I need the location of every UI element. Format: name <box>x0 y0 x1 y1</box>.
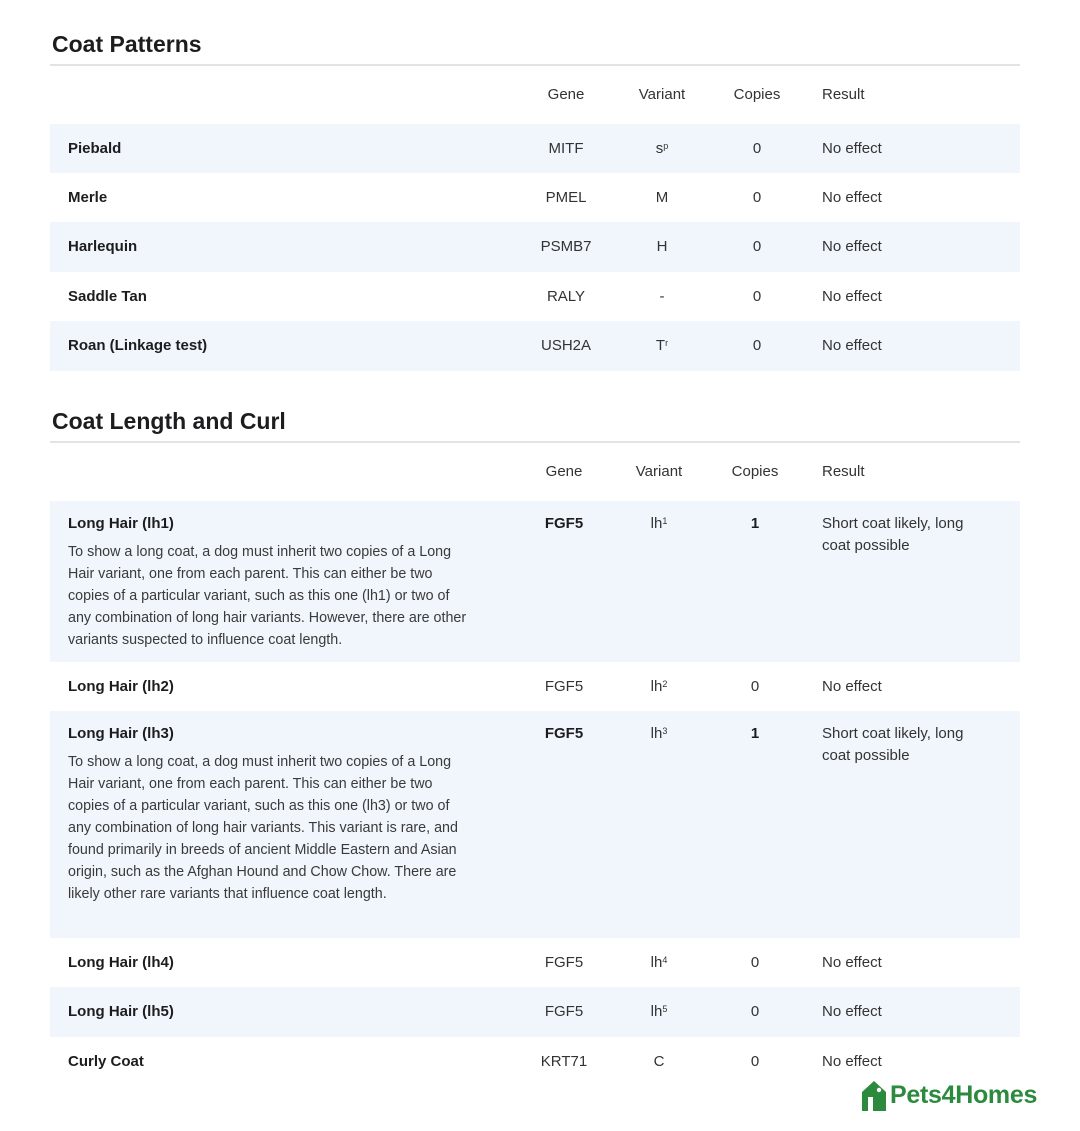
coat-length-section <box>50 407 1020 1086</box>
result-value: No effect <box>822 140 882 157</box>
result-value: Short coat likely, long coat possible <box>822 725 964 764</box>
copies-value: 0 <box>752 337 762 354</box>
trait-description: To show a long coat, a dog must inherit two copies of a Long Hair variant, one from each parent. This can either be two copies of a particular variant, such as this one (lh3) or two of any combination of long hair variants. This variant is rare, and found primarily in breeds of ancient Middle Eastern and Asian origin, such as the Afghan Hound and Chow Chow. There are likely other rare variants that influence coat length. <box>68 754 458 902</box>
trait-name: Long Hair (lh4) <box>68 954 174 971</box>
gene-value: USH2A <box>540 337 592 354</box>
copies-value: 0 <box>750 954 760 971</box>
table-header <box>50 443 1020 501</box>
variant-column-header: Variant <box>635 463 683 480</box>
copies-value: 1 <box>750 515 760 532</box>
result-value: No effect <box>822 238 882 255</box>
gene-value: RALY <box>546 288 586 305</box>
gene-value: PSMB7 <box>540 238 592 255</box>
variant-value: $lh^4$ <box>650 954 668 971</box>
variant-value: $lh^5$ <box>650 1003 668 1020</box>
table-row <box>50 222 1020 272</box>
trait-name: Long Hair (lh3) <box>68 725 174 742</box>
copies-value: 1 <box>750 725 760 742</box>
gene-value: KRT71 <box>540 1053 588 1070</box>
variant-value: H <box>656 238 668 255</box>
pets4homes-logo <box>860 1078 1037 1112</box>
table-row <box>50 662 1020 711</box>
copies-value: 0 <box>752 189 762 206</box>
variant-value: $T^r$ <box>655 337 669 354</box>
table-row <box>50 124 1020 173</box>
trait-name: Harlequin <box>68 238 138 255</box>
result-value: No effect <box>822 1053 882 1070</box>
trait-name: Curly Coat <box>68 1053 144 1070</box>
variant-value: $s^p$ <box>655 140 669 157</box>
gene-value: FGF5 <box>544 725 584 742</box>
trait-name: Piebald <box>68 140 122 157</box>
trait-name: Saddle Tan <box>68 288 147 305</box>
copies-value: 0 <box>750 1003 760 1020</box>
result-value: No effect <box>822 288 882 305</box>
pet-house-icon <box>860 1078 888 1112</box>
trait-name: Roan (Linkage test) <box>68 337 208 354</box>
copies-value: 0 <box>752 288 762 305</box>
copies-value: 0 <box>752 140 762 157</box>
gene-value: FGF5 <box>544 678 584 695</box>
coat-patterns-section <box>50 30 1020 371</box>
result-value: No effect <box>822 678 882 695</box>
result-column-header: Result <box>822 86 865 103</box>
copies-column-header: Copies <box>731 463 779 480</box>
variant-value: $lh^3$ <box>650 725 668 742</box>
table-row <box>50 711 1020 938</box>
table-row <box>50 938 1020 987</box>
copies-value: 0 <box>750 1053 760 1070</box>
trait-name: Long Hair (lh2) <box>68 678 174 695</box>
section-title-coat-patterns: Coat Patterns <box>52 31 202 57</box>
copies-column-header: Copies <box>733 86 781 103</box>
table-row <box>50 987 1020 1037</box>
gene-value: FGF5 <box>544 1003 584 1020</box>
section-title-coat-length: Coat Length and Curl <box>52 408 286 434</box>
trait-name: Long Hair (lh1) <box>68 515 174 532</box>
table-row <box>50 173 1020 222</box>
gene-value: FGF5 <box>544 954 584 971</box>
result-value: No effect <box>822 954 882 971</box>
result-value: No effect <box>822 337 882 354</box>
result-value: No effect <box>822 189 882 206</box>
copies-value: 0 <box>752 238 762 255</box>
variant-value: $lh^2$ <box>650 678 668 695</box>
gene-value: MITF <box>548 140 584 157</box>
variant-value: - <box>659 288 665 305</box>
table-row <box>50 501 1020 662</box>
result-value: No effect <box>822 1003 882 1020</box>
variant-value: $lh^1$ <box>650 515 668 532</box>
trait-name: Long Hair (lh5) <box>68 1003 174 1020</box>
table-row <box>50 321 1020 371</box>
result-value: Short coat likely, long coat possible <box>822 515 964 554</box>
gene-value: PMEL <box>545 189 587 206</box>
gene-value: FGF5 <box>544 515 584 532</box>
trait-description: To show a long coat, a dog must inherit two copies of a Long Hair variant, one from each parent. This can either be two copies of a particular variant, such as this one (lh1) or two of any combination of long hair variants. However, there are other variants suspected to influence coat length. <box>68 544 467 648</box>
table-header <box>50 66 1020 124</box>
variant-value: C <box>653 1053 665 1070</box>
variant-value: M <box>655 189 669 206</box>
table-row <box>50 272 1020 321</box>
gene-column-header: Gene <box>545 463 583 480</box>
trait-name: Merle <box>68 189 108 206</box>
brand-name: Pets4Homes <box>890 1080 1038 1109</box>
result-column-header: Result <box>822 463 865 480</box>
copies-value: 0 <box>750 678 760 695</box>
gene-column-header: Gene <box>547 86 585 103</box>
variant-column-header: Variant <box>638 86 686 103</box>
